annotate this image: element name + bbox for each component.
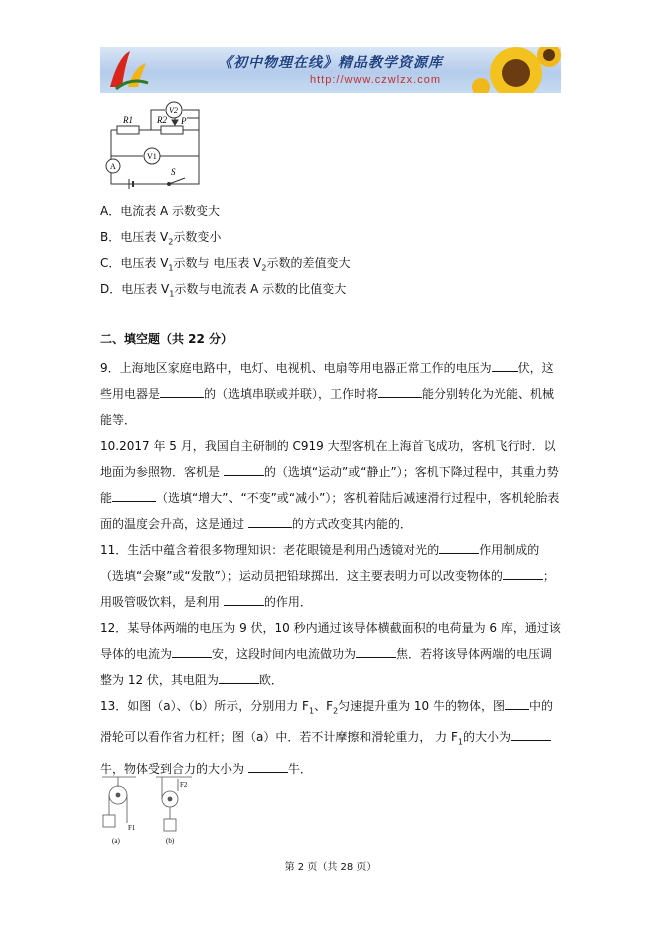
blank[interactable] — [172, 645, 212, 658]
question-9: 9．上海地区家庭电路中，电灯、电视机、电扇等用电器正常工作的电压为 伏，这些用电器是 的（选填串联或并联），工作时将 能分别转化为光能、机械能等． — [100, 361, 555, 427]
blank[interactable] — [112, 489, 156, 502]
blank[interactable] — [503, 567, 543, 580]
option-a: A．电流表 A 示数变大 — [100, 204, 221, 218]
figure-label-b: (b) — [166, 837, 175, 845]
option-d: D．电压表 $V_1$示数与电流表 A 示数的比值变大 — [100, 282, 347, 299]
circuit-label-a: A — [110, 162, 116, 171]
question-11: 11．生活中蕴含着很多物理知识：老花眼镜是利用凸透镜对光的 作用制成的（选填“会聚”或“发散”）；运动员把铅球掷出．这主要表明力可以改变物体的 ；用吸管吸饮料，是利用 的作用． — [100, 543, 555, 609]
circuit-label-r1: R1 — [123, 115, 133, 125]
circuit-label-r2: R2 — [157, 115, 167, 125]
blank[interactable] — [224, 593, 264, 606]
blank[interactable] — [248, 515, 292, 528]
blank[interactable] — [248, 760, 288, 773]
option-b: B．电压表 $V_2$示数变小 — [100, 230, 222, 247]
blank[interactable] — [356, 645, 396, 658]
blank[interactable] — [439, 541, 479, 554]
figure-label-f2: F2 — [180, 781, 188, 789]
figure-label-f1: F1 — [128, 824, 136, 832]
section-title: 二、填空题（共 22 分） — [100, 332, 234, 346]
circuit-label-p: P — [181, 116, 187, 126]
page-footer: 第 2 页（共 28 页） — [284, 862, 377, 873]
banner-title: 《初中物理在线》精品教学资源库 — [218, 55, 443, 71]
blank[interactable] — [219, 671, 259, 684]
blank[interactable] — [224, 463, 264, 476]
blank[interactable] — [378, 385, 422, 398]
circuit-label-v1: V1 — [147, 152, 157, 161]
blank[interactable] — [505, 697, 529, 710]
circuit-label-v2: V2 — [169, 106, 178, 115]
blank[interactable] — [511, 728, 551, 741]
circuit-diagram — [103, 100, 205, 192]
blank[interactable] — [492, 359, 518, 372]
pulley-figures — [100, 775, 200, 847]
blank[interactable] — [160, 385, 204, 398]
question-10: 10.2017 年 5 月，我国自主研制的 C919 大型客机在上海首飞成功，客机飞行时．以地面为参照物．客机是 的（选填“运动”或“静止”）；客机下降过程中，其重力势能 （选填“增大”、“不变”或“减小”）；客机着陆后减速滑行过程中，客机轮胎表面的温度会升高，这是通过 的方式改变其内能的． — [100, 439, 560, 531]
option-c: C．电压表 $V_1$示数与 电压表 $V_2$示数的差值变大 — [100, 256, 351, 273]
sunflower-image — [471, 47, 561, 93]
header-banner — [100, 47, 561, 93]
site-logo — [100, 47, 160, 93]
question-12: 12．某导体两端的电压为 9 伏，10 秒内通过该导体横截面积的电荷量为 6 库，通过该导体的电流为 安，这段时间内电流做功为 焦．若将该导体两端的电压调整为 12 伏，其电阻为 欧． — [100, 621, 561, 687]
question-13: 13．如图（a）、（b）所示，分别用力 $F_1$、$F_2$匀速提升重为 10 牛的物体，图 中的滑轮可以看作省力杠杆；图（a）中．若不计摩擦和滑轮重力， 力 $F_1$的大小为牛，物体受到合力的大小为 牛． — [100, 699, 553, 776]
figure-label-a: (a) — [112, 837, 120, 845]
circuit-label-s: S — [171, 167, 176, 177]
banner-url[interactable]: http://www.czwlzx.com — [310, 74, 442, 86]
